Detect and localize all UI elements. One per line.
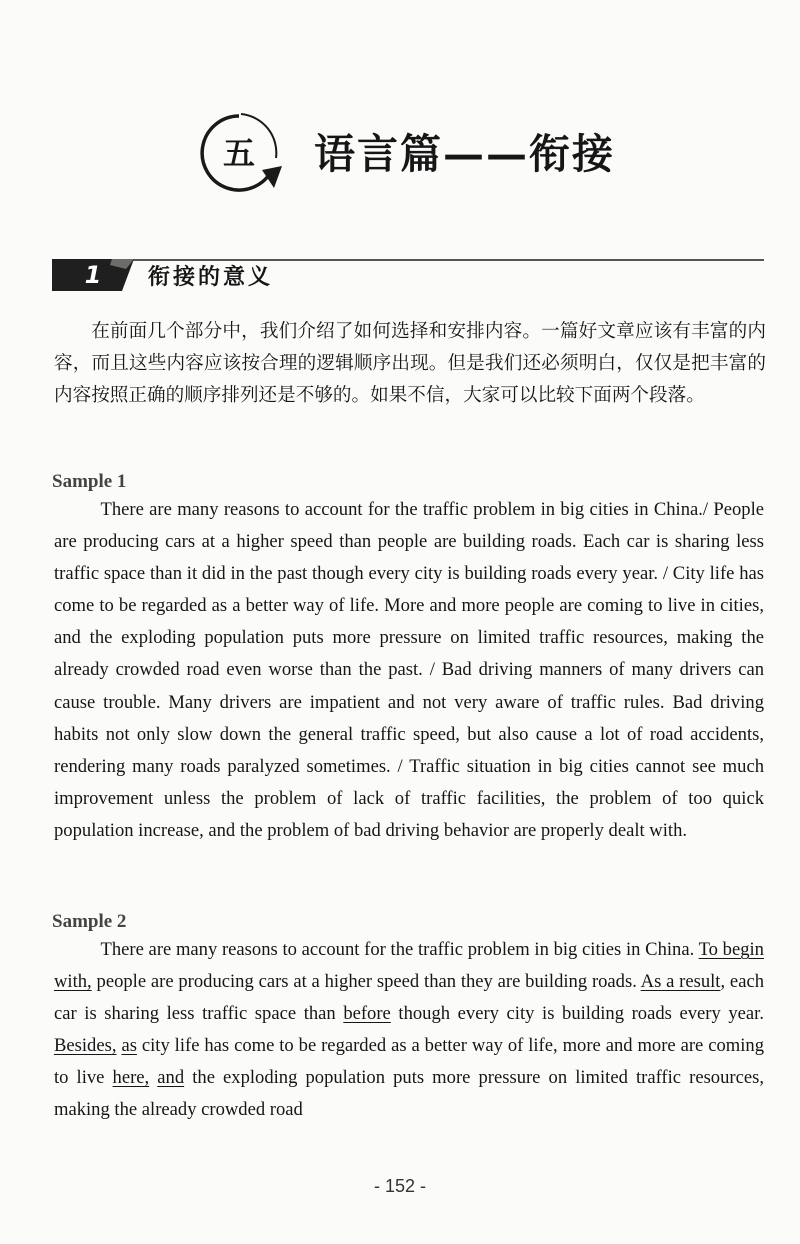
section-number: 1 — [84, 261, 102, 289]
transition-phrase: To begin with, — [54, 939, 764, 993]
transition-phrase: As a result — [640, 971, 721, 993]
transition-phrase: here, — [112, 1067, 150, 1089]
section-badge — [52, 259, 134, 291]
sample-2-heading: Sample 2 — [52, 911, 127, 932]
sample-1-paragraph: There are many reasons to account for the traffic problem in big cities in China./ People are producing cars at a higher speed than people are building roads. Each car is sharing less traffic space than it did in the past though every city is building roads every year. / City life has come to be regarded as a better way of life. More and more people are coming to live in cities, and the exploding population puts more pressure on limited traffic resources, making the already crowded road even worse than the past. / Bad driving manners of many drivers can cause trouble. Many drivers are impatient and not very aware of traffic rules. Bad driving habits not only slow down the general traffic speed, but also cause a lot of road accidents, rendering many roads paralyzed sometimes. / Traffic situation in big cities cannot see much improvement unless the problem of lack of traffic facilities, the problem of too quick population increase, and the problem of bad driving behavior are properly dealt with. — [54, 499, 764, 841]
transition-phrase: Besides, — [54, 1035, 117, 1057]
text-run: city life has come to be regarded as a better way of life, more and more are coming to live — [54, 1035, 764, 1089]
sample-2-paragraph — [54, 934, 764, 1127]
transition-phrase: as — [121, 1035, 137, 1057]
chapter-title: 语言篇——衔接 — [314, 130, 615, 178]
chapter-badge — [196, 110, 282, 196]
text-run: the exploding population puts more pressure on limited traffic resources, making the already crowded road — [54, 1067, 764, 1121]
chapter-number: 五 — [222, 134, 255, 172]
text-run: , each car is sharing less traffic space than — [54, 971, 764, 1025]
transition-phrase: and — [157, 1067, 185, 1089]
text-run: though every city is building roads every year. — [390, 1003, 764, 1025]
section-title: 衔接的意义 — [148, 265, 274, 290]
chapter-header — [196, 106, 626, 202]
intro-paragraph: 在前面几个部分中，我们介绍了如何选择和安排内容。一篇好文章应该有丰富的内容，而且这些内容应该按合理的逻辑顺序出现。但是我们还必须明白，仅仅是把丰富的内容按照正确的顺序排列还是不够的。如果不信，大家可以比较下面两个段落。 — [54, 321, 766, 406]
text-run: There are many reasons to account for the traffic problem in big cities in China. — [100, 939, 699, 960]
page-number: - 152 - — [373, 1176, 427, 1196]
sample-1-heading: Sample 1 — [52, 471, 127, 492]
section-header — [52, 256, 764, 296]
transition-phrase: before — [343, 1003, 391, 1025]
text-run: people are producing cars at a higher speed than they are building roads. — [91, 971, 641, 993]
section-rule — [52, 259, 764, 261]
